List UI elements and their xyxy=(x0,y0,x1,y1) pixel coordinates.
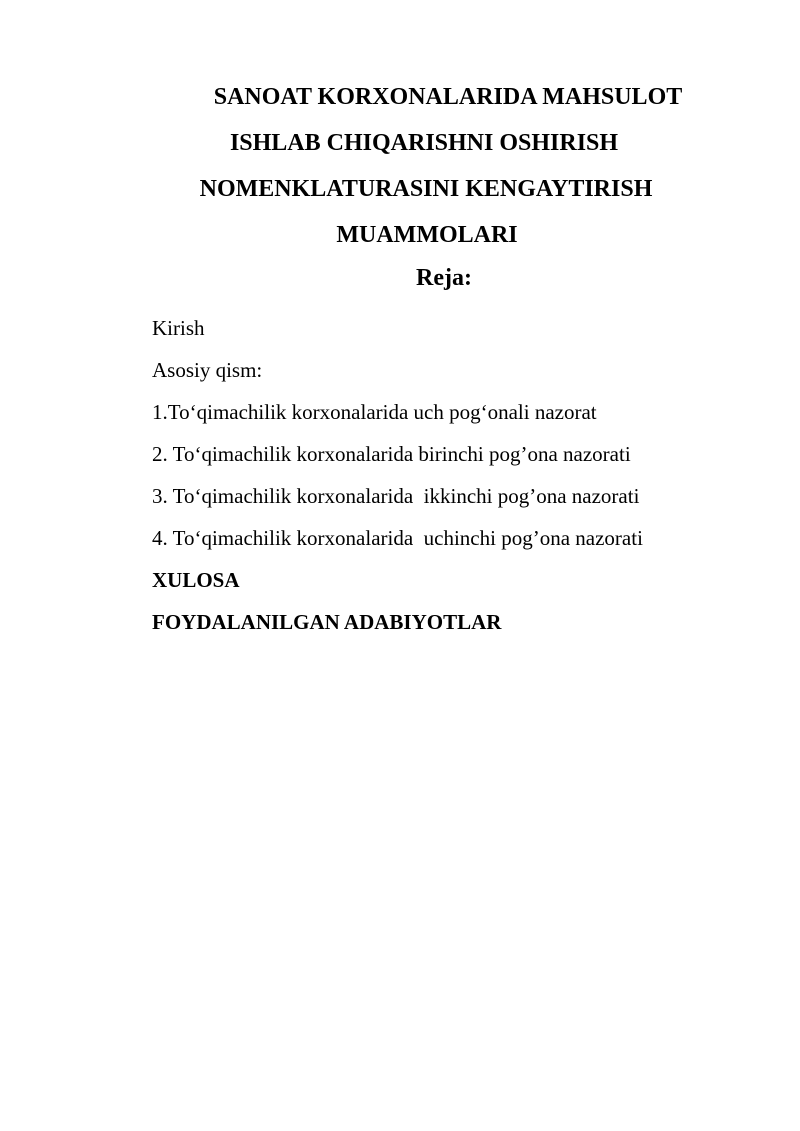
plan-item-main-part: Asosiy qism: xyxy=(152,358,263,382)
plan-item-1: 1.To‘qimachilik korxonalarida uch pog‘onali nazorat xyxy=(152,400,597,424)
title-line-1: SANOAT KORXONALARIDA MAHSULOT xyxy=(213,84,683,110)
plan-item-introduction: Kirish xyxy=(152,316,205,340)
plan-item-4: 4. To‘qimachilik korxonalarida uchinchi pog’ona nazorati xyxy=(152,526,643,550)
document-title xyxy=(120,74,740,258)
plan-list xyxy=(152,307,772,643)
title-line-2: ISHLAB CHIQARISHNI OSHIRISH xyxy=(229,130,619,156)
title-line-4: MUAMMOLARI xyxy=(336,222,518,248)
plan-item-conclusion: XULOSA xyxy=(152,568,240,592)
plan-heading: Reja: xyxy=(416,265,472,291)
title-line-3: NOMENKLATURASINI KENGAYTIRISH xyxy=(199,176,653,202)
plan-item-references: FOYDALANILGAN ADABIYOTLAR xyxy=(152,610,502,634)
plan-item-2: 2. To‘qimachilik korxonalarida birinchi pog’ona nazorati xyxy=(152,442,631,466)
plan-item-3: 3. To‘qimachilik korxonalarida ikkinchi pog’ona nazorati xyxy=(152,484,640,508)
